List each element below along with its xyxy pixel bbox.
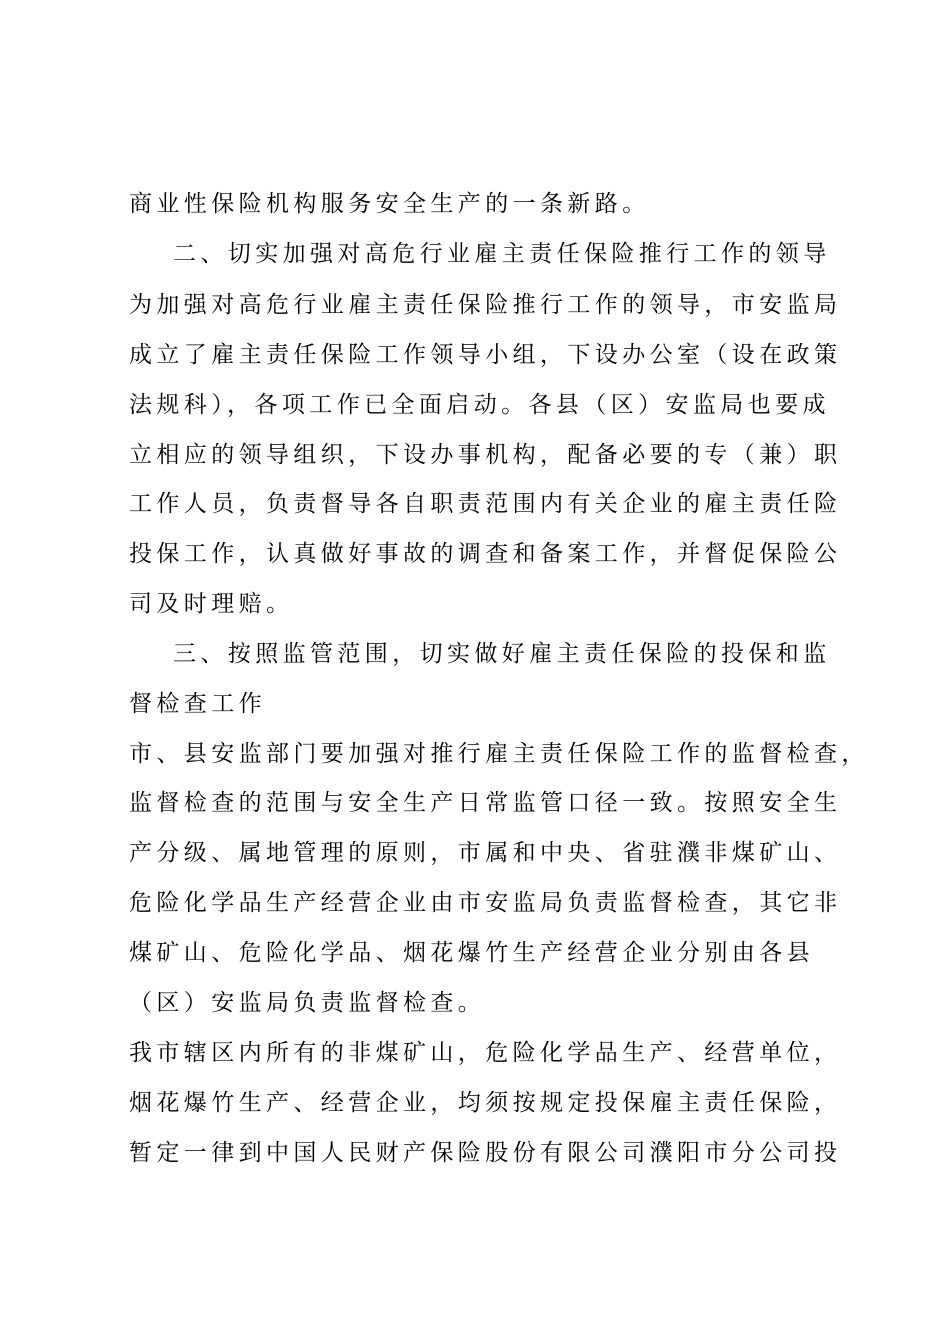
paragraph-line: 法规科），各项工作已全面启动。各县（区）安监局也要成 — [129, 392, 830, 418]
paragraph-line: 煤矿山、危险化学品、烟花爆竹生产经营企业分别由各县 — [129, 940, 814, 966]
paragraph-line: 危险化学品生产经营企业由市安监局负责监督检查，其它非 — [129, 890, 842, 916]
paragraph-line: 产分级、属地管理的原则，市属和中央、省驻濮非煤矿山、 — [129, 840, 842, 866]
paragraph-line: 我市辖区内所有的非煤矿山，危险化学品生产、经营单位， — [129, 1040, 842, 1066]
paragraph-line: （区）安监局负责监督检查。 — [129, 990, 486, 1016]
paragraph-line-continuation: 商业性保险机构服务安全生产的一条新路。 — [129, 191, 650, 217]
section-heading-three: 三、按照监管范围，切实做好雇主责任保险的投保和监 — [173, 641, 831, 667]
paragraph-line: 市、县安监部门要加强对推行雇主责任保险工作的监督检查， — [129, 741, 869, 767]
paragraph-line: 立相应的领导组织，下设办事机构，配备必要的专（兼）职 — [129, 442, 842, 468]
paragraph-line: 投保工作，认真做好事故的调查和备案工作，并督促保险公 — [129, 541, 842, 567]
paragraph-line: 工作人员，负责督导各自职责范围内有关企业的雇主责任险 — [129, 491, 842, 517]
paragraph-line: 烟花爆竹生产、经营企业，均须按规定投保雇主责任保险， — [129, 1090, 842, 1116]
paragraph-line: 司及时理赔。 — [129, 591, 294, 617]
section-heading-three-continuation: 督检查工作 — [129, 691, 266, 717]
paragraph-line: 暂定一律到中国人民财产保险股份有限公司濮阳市分公司投 — [129, 1140, 842, 1166]
paragraph-line: 成立了雇主责任保险工作领导小组，下设办公室（设在政策 — [129, 342, 842, 368]
paragraph-line: 监督检查的范围与安全生产日常监管口径一致。按照安全生 — [129, 790, 842, 816]
section-heading-two: 二、切实加强对高危行业雇主责任保险推行工作的领导 — [173, 241, 831, 267]
paragraph-line: 为加强对高危行业雇主责任保险推行工作的领导，市安监局 — [129, 292, 842, 318]
